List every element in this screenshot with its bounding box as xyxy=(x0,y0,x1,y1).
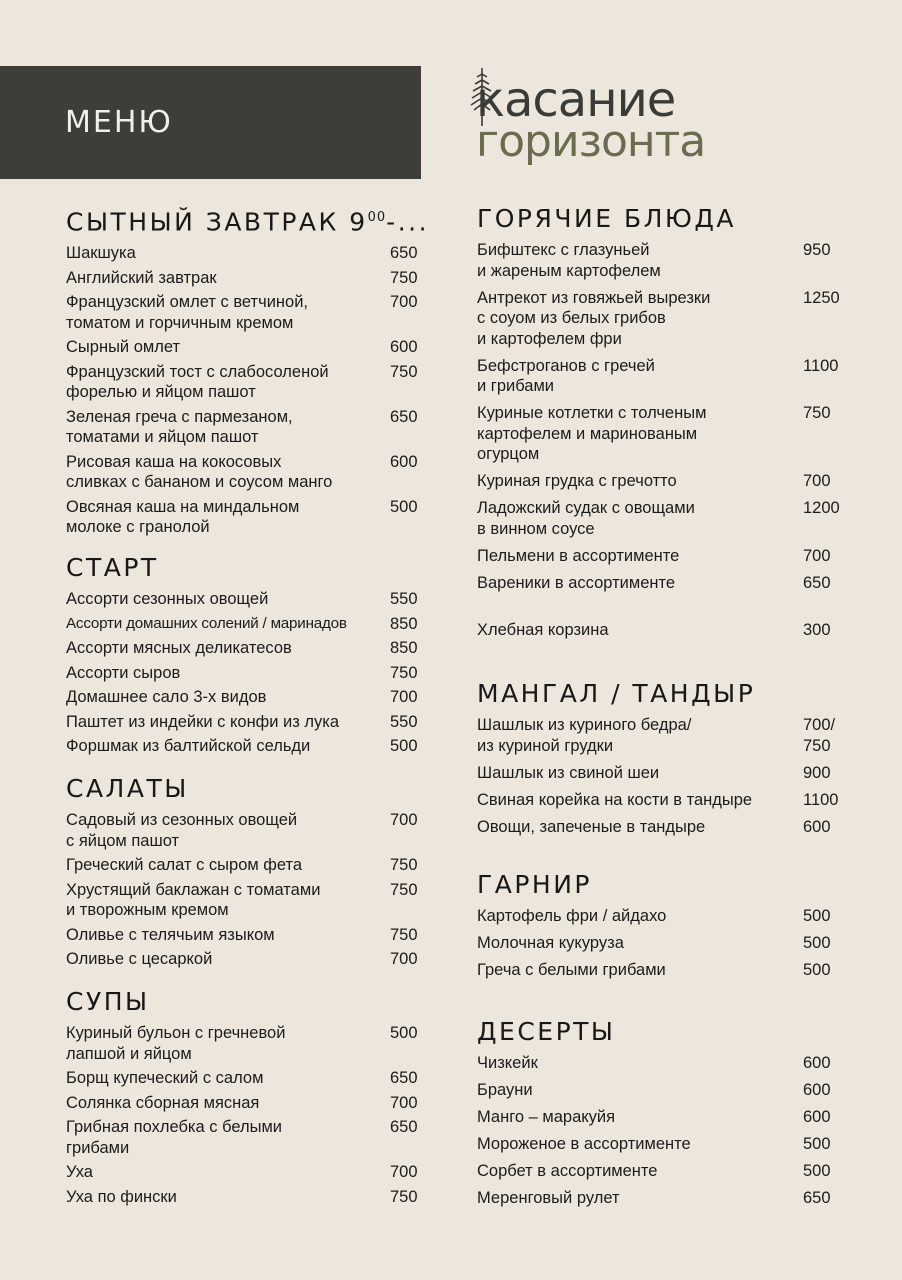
right-column xyxy=(477,0,847,1280)
menu-item: Рисовая каша на кокосовых сливках с бананом и соусом манго 600 xyxy=(66,452,418,492)
section-start xyxy=(66,553,422,761)
menu-item: Куриная грудка с гречотто 700 xyxy=(477,472,831,490)
menu-item: Манго – маракуйя 600 xyxy=(477,1108,831,1126)
section-title: ГАРНИР xyxy=(477,870,592,899)
section-title: МАНГАЛ / ТАНДЫР xyxy=(477,679,756,708)
section-grill xyxy=(477,679,847,844)
menu-item-bread: Хлебная корзина 300 xyxy=(477,621,831,639)
menu-item: Английский завтрак 750 xyxy=(66,268,418,287)
menu-item: Вареники в ассортименте 650 xyxy=(477,573,831,592)
menu-item: Грибная похлебка с белыми грибами 650 xyxy=(66,1118,418,1157)
menu-item: Французский омлет с ветчиной, томатом и горчичным кремом 700 xyxy=(66,293,418,332)
menu-item: Картофель фри / айдахо 500 xyxy=(477,907,831,925)
logo-word-2: горизонта xyxy=(476,116,706,167)
menu-item: Уха по фински 750 xyxy=(66,1187,418,1206)
menu-item: Ассорти сыров 750 xyxy=(66,663,418,682)
section-title: САЛАТЫ xyxy=(66,774,189,803)
menu-item: Солянка сборная мясная 700 xyxy=(66,1093,418,1112)
menu-item: Чизкейк 600 xyxy=(477,1054,831,1072)
menu-item: Ассорти сезонных овощей 550 xyxy=(66,590,418,608)
menu-item: Шашлык из свиной шеи 900 xyxy=(477,763,831,782)
section-title: ДЕСЕРТЫ xyxy=(477,1017,616,1046)
menu-item: Шашлык из куриного бедра/ из куриной грудки 700/ 750 xyxy=(477,716,836,755)
logo-word-1: касание xyxy=(476,72,676,128)
menu-item: Ассорти мясных деликатесов 850 xyxy=(66,639,418,657)
menu-item: Мороженое в ассортименте 500 xyxy=(477,1135,831,1153)
section-breakfast xyxy=(66,203,430,542)
page-title: МЕНЮ xyxy=(65,105,173,140)
menu-item: Уха 700 xyxy=(66,1163,418,1181)
section-desserts xyxy=(477,1017,847,1215)
menu-item: Бифштекс с глазуньей и жареным картофелем 950 xyxy=(477,241,831,280)
menu-item: Форшмак из балтийской сельди 500 xyxy=(66,737,418,755)
menu-item: Греча с белыми грибами 500 xyxy=(477,961,831,979)
menu-item: Куриные котлетки с толченым картофелем и маринованым огурцом 750 xyxy=(477,404,831,463)
menu-item: Сырный омлет 600 xyxy=(66,338,418,357)
section-soups xyxy=(66,987,422,1211)
menu-item: Садовый из сезонных овощей с яйцом пашот 700 xyxy=(66,811,418,850)
menu-item: Хрустящий баклажан с томатами и творожным кремом 750 xyxy=(66,880,418,919)
menu-item: Шакшука 650 xyxy=(66,244,418,263)
menu-item: Борщ купеческий с салом 650 xyxy=(66,1069,418,1087)
section-title: ГОРЯЧИЕ БЛЮДА xyxy=(477,204,737,233)
menu-item: Домашнее сало 3-х видов 700 xyxy=(66,688,418,706)
menu-item: Пельмени в ассортименте 700 xyxy=(477,546,831,565)
menu-item: Французский тост с слабосоленой форелью и яйцом пашот 750 xyxy=(66,362,418,402)
menu-item: Бефстроганов с гречей и грибами 1100 xyxy=(477,356,839,395)
section-title: СЫТНЫЙ ЗАВТРАК $9^{00}-$... xyxy=(66,207,430,237)
menu-item: Ассорти домашних солений / маринадов 850 xyxy=(66,614,418,633)
menu-item: Греческий салат с сыром фета 750 xyxy=(66,856,418,874)
menu-item: Оливье с телячьим языком 750 xyxy=(66,925,418,944)
menu-item: Ладожский судак с овощами в винном соусе 1200 xyxy=(477,499,840,538)
menu-item: Сорбет в ассортименте 500 xyxy=(477,1162,831,1180)
menu-item: Свиная корейка на кости в тандыре 1100 xyxy=(477,790,839,809)
section-title: СТАРТ xyxy=(66,553,159,582)
menu-item: Зеленая греча с пармезаном, томатами и яйцом пашот 650 xyxy=(66,407,418,447)
menu-item: Овсяная каша на миндальном молоке с гранолой 500 xyxy=(66,497,418,537)
section-salads xyxy=(66,774,422,974)
menu-item: Молочная кукуруза 500 xyxy=(477,934,831,952)
menu-item: Овощи, запеченые в тандыре 600 xyxy=(477,817,831,836)
menu-item: Антрекот из говяжьей вырезки с соуом из белых грибов и картофелем фри 1250 xyxy=(477,288,840,348)
section-title: СУПЫ xyxy=(66,987,150,1016)
left-column xyxy=(66,0,430,1280)
menu-item: Брауни 600 xyxy=(477,1081,831,1099)
section-sides xyxy=(477,870,847,987)
section-hot-dishes xyxy=(477,204,847,647)
menu-item: Куриный бульон с гречневой лапшой и яйцом 500 xyxy=(66,1024,418,1063)
menu-item: Оливье с цесаркой 700 xyxy=(66,950,418,968)
menu-item: Паштет из индейки с конфи из лука 550 xyxy=(66,712,418,731)
menu-item: Меренговый рулет 650 xyxy=(477,1189,831,1207)
